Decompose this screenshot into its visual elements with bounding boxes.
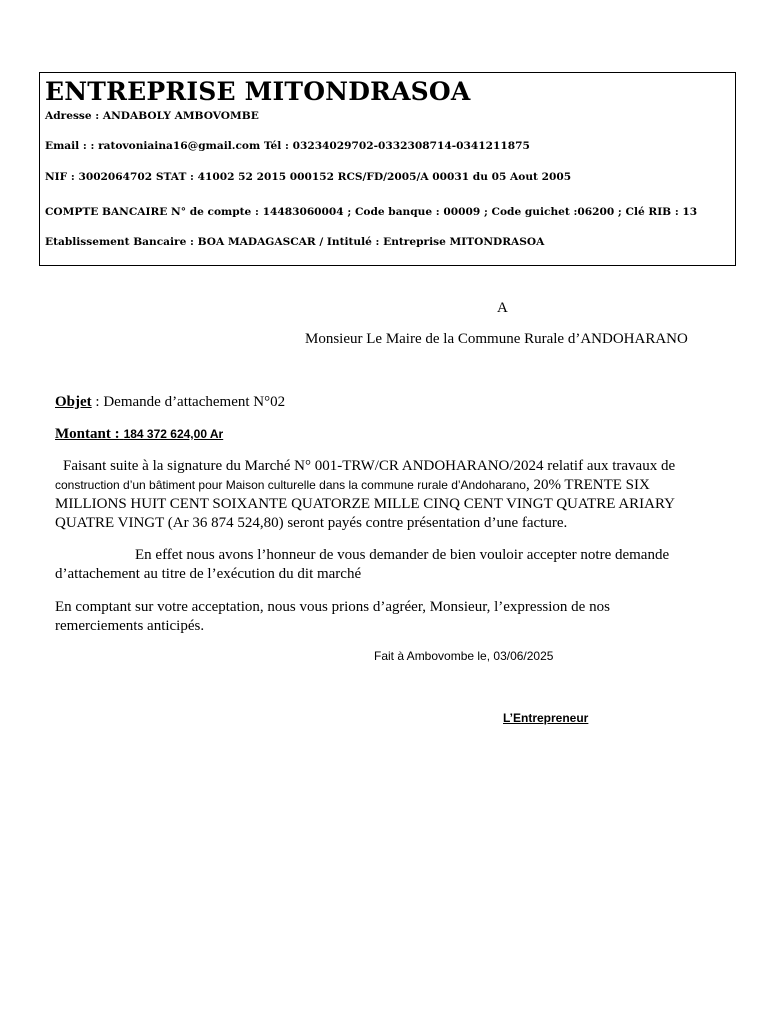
amount-value: 184 372 624,00 Ar	[123, 427, 224, 441]
object-label: Objet	[55, 394, 92, 410]
object-text: : Demande d’attachement N°02	[91, 394, 286, 410]
recipient-prefix: A	[497, 300, 508, 316]
company-address: Adresse : ANDABOLY AMBOVOMBE	[45, 110, 259, 122]
amount-line	[55, 425, 223, 443]
paragraph-1	[55, 457, 715, 533]
company-nif-stat: NIF : 3002064702 STAT : 41002 52 2015 000152 RCS/FD/2005/A 00031 du 05 Aout 2005	[45, 171, 572, 183]
amount-label: Montant :	[55, 426, 120, 442]
paragraph-2-line-1: En effet nous avons l’honneur de vous demander de bien vouloir accepter notre demande	[135, 547, 670, 563]
company-bank-establishment: Etablissement Bancaire : BOA MADAGASCAR / Intitulé : Entreprise MITONDRASOA	[45, 236, 545, 248]
paragraph-1-line-3: MILLIONS HUIT CENT SOIXANTE QUATORZE MILLE CINQ CENT VINGT QUATRE ARIARY	[55, 496, 675, 512]
company-name: ENTREPRISE MITONDRASOA	[45, 77, 471, 106]
company-bank-account: COMPTE BANCAIRE N° de compte : 14483060004 ; Code banque : 00009 ; Code guichet :06200 ; Clé RIB : 13	[45, 206, 698, 218]
paragraph-1-line-4: QUATRE VINGT (Ar 36 874 524,80) seront payés contre présentation d’une facture.	[55, 515, 568, 531]
construction-text: construction d’un bâtiment pour Maison culturelle dans la commune rurale d’Andoharano	[55, 478, 526, 492]
percentage-text: , 20% TRENTE SIX	[525, 477, 650, 493]
paragraph-1-line-2	[55, 476, 715, 495]
place-date: Fait à Ambovombe le, 03/06/2025	[374, 649, 554, 663]
object-line	[55, 394, 285, 411]
paragraph-1-line-1: Faisant suite à la signature du Marché N° 001-TRW/CR ANDOHARANO/2024 relatif aux travaux de	[63, 458, 676, 474]
company-contact: Email : : ratovoniaina16@gmail.com Tél : 03234029702-0332308714-0341211875	[45, 140, 530, 152]
signatory: L’Entrepreneur	[503, 711, 589, 725]
paragraph-3-line-2: remerciements anticipés.	[55, 618, 205, 634]
paragraph-2-line-2: d’attachement au titre de l’exécution du dit marché	[55, 566, 362, 582]
paragraph-3-line-1: En comptant sur votre acceptation, nous vous prions d’agréer, Monsieur, l’expression de nos	[55, 599, 610, 615]
paragraph-3	[55, 598, 715, 636]
paragraph-2	[55, 546, 715, 584]
company-header-box	[39, 72, 736, 266]
recipient-name: Monsieur Le Maire de la Commune Rurale d’ANDOHARANO	[305, 331, 688, 347]
